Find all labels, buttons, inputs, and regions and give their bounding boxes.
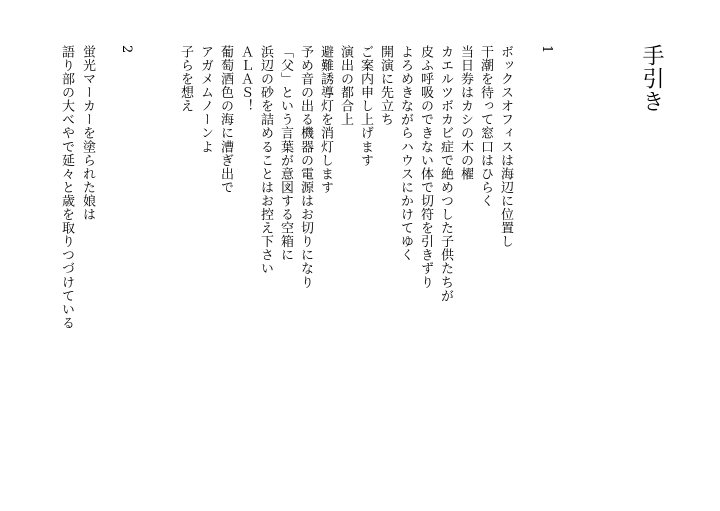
section-number: 2 xyxy=(119,45,134,54)
poem-line: 蛍光マーカーを塗られた娘は xyxy=(80,45,95,222)
poem-line: 開演に先立ち xyxy=(378,45,393,127)
poem-line: ボックスオフィスは海辺に位置し xyxy=(498,45,513,249)
poem-line: 当日券はカシの木の櫂 xyxy=(458,45,473,181)
poem-line: 干潮を待って窓口はひらく xyxy=(478,45,493,208)
poem-line: 語り部の大べやで延々と歳を取りつづけている xyxy=(59,45,74,330)
document-title: 手引き xyxy=(639,44,664,113)
poem-line: 皮ふ呼吸のできない体で切符を引きずり xyxy=(418,45,433,289)
poem-line: アガメムノーンよ xyxy=(198,45,213,154)
poem-line: 予め音の出る機器の電源はお切りになり xyxy=(298,45,313,289)
section-number: 1 xyxy=(539,45,554,54)
poem-line: ご案内申し上げます xyxy=(358,45,373,167)
poem-line: 浜辺の砂を詰めることはお控え下さい xyxy=(258,45,273,276)
poem-line: 「父」という言葉が意図する空箱に xyxy=(278,45,293,262)
poem-line: 子らを想え xyxy=(178,45,193,113)
poem-line: 避難誘導灯を消灯します xyxy=(318,45,333,195)
poem-line: 葡萄酒色の海に漕ぎ出で xyxy=(218,45,233,195)
poem-line: ＡＬＡＳ！ xyxy=(238,45,253,113)
poem-line: よろめきながらハウスにかけてゆく xyxy=(398,45,413,262)
poem-line: 演出の都合上 xyxy=(338,45,353,127)
poem-line: カエルツボカビ症で絶めつした子供たちが xyxy=(438,45,453,303)
